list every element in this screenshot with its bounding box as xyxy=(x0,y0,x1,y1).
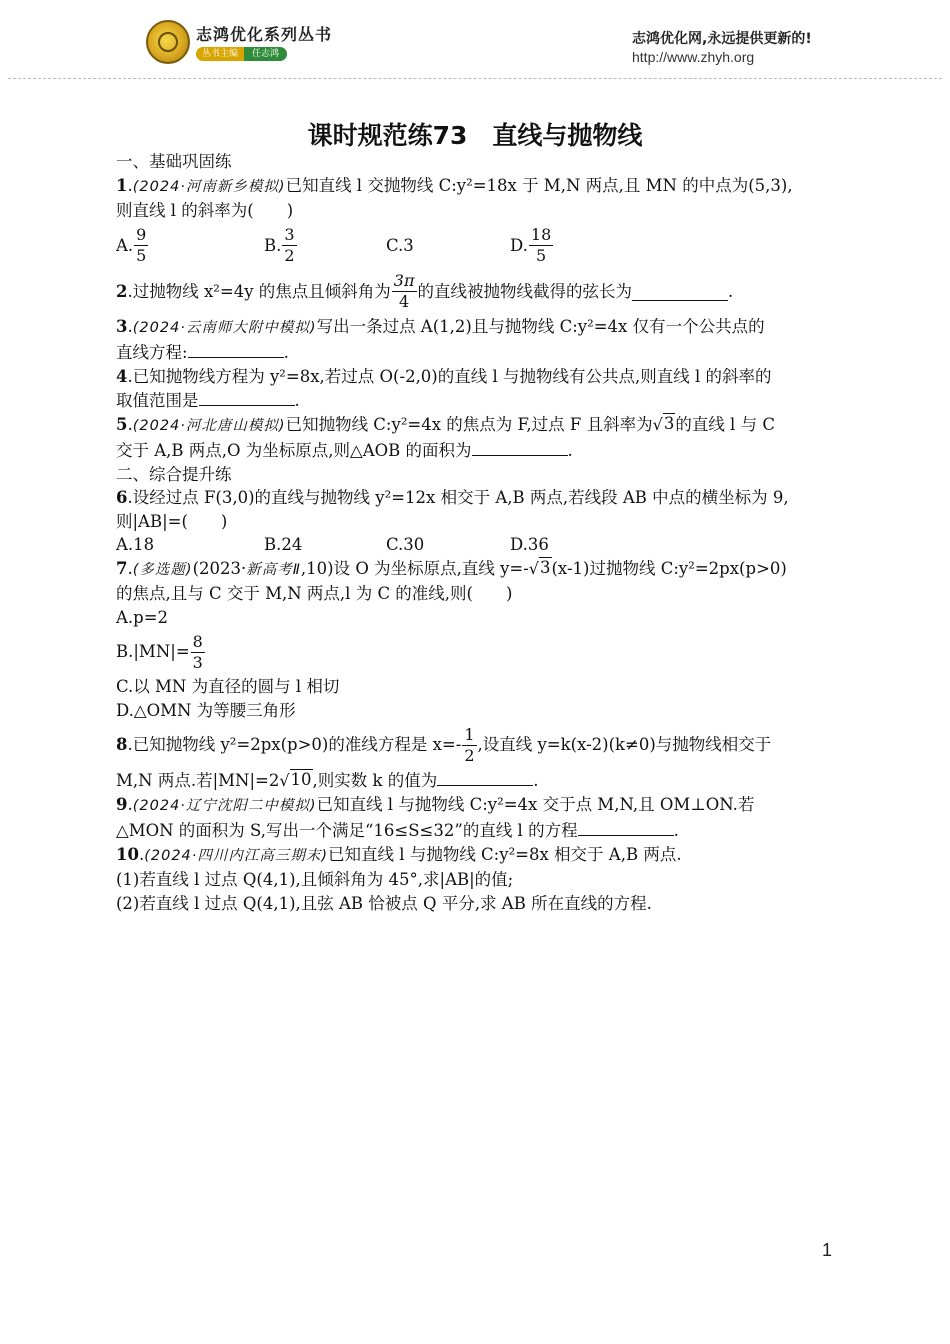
option-b[interactable] xyxy=(264,225,386,266)
option-text: B.|MN|= xyxy=(116,642,190,662)
question-text: 已知抛物线 C:y²=4x 的焦点为 F,过点 F 且斜率为 xyxy=(285,414,653,434)
question-6 xyxy=(116,486,832,510)
fraction-denominator: 2 xyxy=(464,745,475,765)
question-9: 9.(2024·辽宁沈阳二中模拟)已知直线 l 与抛物线 C:y²=4x 交于点 M,N,且 OM⊥ON.若 xyxy=(116,794,755,814)
option-d[interactable] xyxy=(510,225,554,266)
option-label: C. xyxy=(386,235,404,255)
answer-blank[interactable] xyxy=(472,438,568,456)
question-source: (2024·四川内江高三期末) xyxy=(144,847,329,864)
question-number: 4 xyxy=(116,366,128,386)
question-1-options xyxy=(116,223,832,269)
question-10: 10.(2024·四川内江高三期末)已知直线 l 与抛物线 C:y²=8x 相交于 A,B 两点. xyxy=(116,844,682,864)
question-3: 3.(2024·云南师大附中模拟)写出一条过点 A(1,2)且与抛物线 C:y²=4x 仅有一个公共点的 xyxy=(116,316,765,336)
question-text: 的直线 l 与 C xyxy=(675,414,775,434)
question-text: △MON 的面积为 S,写出一个满足“16≤S≤32”的直线 l 的方程 xyxy=(116,821,578,840)
series-title: 志鸿优化系列丛书 xyxy=(196,25,333,44)
fraction-denominator: 5 xyxy=(136,246,147,265)
question-text: .已知抛物线 y²=2px(p>0)的准线方程是 x=- xyxy=(127,735,462,755)
answer-blank[interactable] xyxy=(437,768,533,786)
question-4 xyxy=(116,365,832,389)
question-text: .设经过点 F(3,0)的直线与抛物线 y²=12x 相交于 A,B 两点,若线段 AB 中点的横坐标为 9, xyxy=(127,488,789,507)
question-3-line2: 直线方程: . xyxy=(116,340,832,365)
editor-name: 任志鸿 xyxy=(244,47,287,61)
question-2: 2 .过抛物线 x²=4y 的焦点且倾斜角为 $\frac{3\pi}{4}$ 的直线被抛物线截得的弦长为 . xyxy=(116,271,734,311)
question-7: 7.(多选题)(2023·新高考Ⅱ,10)设 O 为坐标原点,直线 y=- √ 3 (x-1)过抛物线 C:y²=2px(p>0) xyxy=(116,557,832,583)
fraction-numerator: 3 xyxy=(284,225,295,244)
header-divider xyxy=(8,78,942,79)
fraction-numerator: 1 xyxy=(464,724,475,744)
option-label: A. xyxy=(116,235,134,255)
page-header xyxy=(0,0,950,84)
fraction xyxy=(191,632,205,673)
question-number: 9 xyxy=(116,794,128,814)
question-8-line2: M,N 两点.若|MN|=2 √ 10 ,则实数 k 的值为 . xyxy=(116,768,832,793)
option-d[interactable]: D.36 xyxy=(510,535,549,554)
fraction-denominator: 3 xyxy=(192,652,203,672)
option-b[interactable]: B.24 xyxy=(264,535,303,554)
answer-blank[interactable] xyxy=(578,818,674,836)
question-text: .已知抛物线方程为 y²=8x,若过点 O(-2,0)的直线 l 与抛物线有公共点,则直线 l 的斜率的 xyxy=(127,366,772,386)
question-number: 8 xyxy=(116,735,128,755)
question-number: 6 xyxy=(116,488,128,507)
question-number: 2 xyxy=(116,281,128,301)
square-root: √ 3 xyxy=(529,557,552,581)
fraction-denominator: 4 xyxy=(399,292,410,311)
question-number: 1 xyxy=(116,175,128,195)
option-d[interactable]: D.△OMN 为等腰三角形 xyxy=(116,700,296,720)
option-c[interactable]: C.以 MN 为直径的圆与 l 相切 xyxy=(116,677,340,696)
publisher-logo-icon xyxy=(146,20,190,64)
question-5-line2: 交于 A,B 两点,O 为坐标原点,则△AOB 的面积为 . xyxy=(116,438,832,463)
option-c[interactable] xyxy=(386,234,510,258)
answer-blank[interactable] xyxy=(632,283,728,301)
question-text: 交于 A,B 两点,O 为坐标原点,则△AOB 的面积为 xyxy=(116,441,472,460)
question-6-line2: 则|AB|=( ) xyxy=(116,511,228,531)
question-8 xyxy=(116,722,832,768)
editor-badge xyxy=(196,47,287,61)
option-value: 3 xyxy=(403,235,414,255)
header-slogan: 志鸿优化网,永远提供更新的! xyxy=(632,31,812,47)
question-source: (2024·辽宁沈阳二中模拟) xyxy=(132,797,317,814)
question-text: 直线方程: xyxy=(116,343,188,362)
question-7-line2: 的焦点,且与 C 交于 M,N 两点,l 为 C 的准线,则( ) xyxy=(116,584,513,603)
question-text: 写出一条过点 A(1,2)且与抛物线 C:y²=4x 仅有一个公共点的 xyxy=(316,316,765,336)
question-number: 10 xyxy=(116,844,139,864)
question-number: 3 xyxy=(116,316,128,336)
section-advanced: 二、综合提升练 xyxy=(116,464,232,484)
header-url[interactable]: http://www.zhyh.org xyxy=(632,49,755,65)
fraction xyxy=(392,271,417,312)
question-6-options xyxy=(116,533,832,557)
question-9-line2: △MON 的面积为 S,写出一个满足“16≤S≤32”的直线 l 的方程 . xyxy=(116,818,832,843)
question-1-line2: 则直线 l 的斜率为( ) xyxy=(116,201,294,220)
question-source: 新高考Ⅱ xyxy=(246,561,301,578)
radicand: 3 xyxy=(539,557,552,581)
question-text: 的直线被抛物线截得的弦长为 xyxy=(417,281,632,301)
question-number: 5 xyxy=(116,414,128,434)
option-a[interactable]: A.18 xyxy=(116,535,155,554)
fraction xyxy=(529,225,553,266)
fraction xyxy=(134,225,148,266)
fraction xyxy=(282,225,296,266)
page-title: 课时规范练73 直线与抛物线 xyxy=(307,121,643,150)
question-text: 取值范围是 xyxy=(116,391,199,410)
question-text: ,则实数 k 的值为 xyxy=(312,771,438,790)
fraction-numerator: 8 xyxy=(192,631,203,651)
fraction-numerator: 3π xyxy=(393,271,415,290)
answer-blank[interactable] xyxy=(188,340,284,358)
question-1: 1.(2024·河南新乡模拟)已知直线 l 交抛物线 C:y²=18x 于 M,N 两点,且 MN 的中点为(5,3), xyxy=(116,175,793,195)
option-a[interactable]: A.p=2 xyxy=(116,607,169,627)
radicand: 10 xyxy=(290,769,313,793)
editor-label: 丛书主编 xyxy=(196,47,244,61)
question-type: (多选题) xyxy=(132,561,193,578)
question-text: (x-1)过抛物线 C:y²=2px(p>0) xyxy=(551,558,787,578)
question-text: 已知直线 l 交抛物线 C:y²=18x 于 M,N 两点,且 MN 的中点为(5,3), xyxy=(285,175,793,195)
square-root: √ 10 xyxy=(279,769,312,793)
question-source: (2024·河南新乡模拟) xyxy=(132,178,286,195)
question-text: 已知直线 l 与抛物线 C:y²=4x 交于点 M,N,且 OM⊥ON.若 xyxy=(316,794,755,814)
question-text: ,设直线 y=k(x-2)(k≠0)与抛物线相交于 xyxy=(477,735,772,755)
question-source: (2024·河北唐山模拟) xyxy=(132,417,286,434)
question-text: .过抛物线 x²=4y 的焦点且倾斜角为 xyxy=(127,281,391,301)
question-4-line2: 取值范围是 . xyxy=(116,388,832,413)
exercise-content xyxy=(116,150,832,915)
option-a[interactable] xyxy=(116,225,264,266)
question-text: (2023· xyxy=(192,558,247,578)
radicand: 3 xyxy=(663,413,676,437)
question-text: 已知直线 l 与抛物线 C:y²=8x 相交于 A,B 两点. xyxy=(328,844,682,864)
option-b[interactable] xyxy=(116,629,832,675)
option-label: D. xyxy=(510,235,528,255)
option-c[interactable]: C.30 xyxy=(386,535,425,554)
answer-blank[interactable] xyxy=(199,388,295,406)
question-5: 5.(2024·河北唐山模拟)已知抛物线 C:y²=4x 的焦点为 F,过点 F 且斜率为 √ 3 的直线 l 与 C xyxy=(116,413,832,439)
question-text: M,N 两点.若|MN|=2 xyxy=(116,771,280,790)
square-root: √ 3 xyxy=(653,413,676,437)
fraction-denominator: 5 xyxy=(535,246,547,265)
question-10-part1: (1)若直线 l 过点 Q(4,1),且倾斜角为 45°,求|AB|的值; xyxy=(116,870,514,889)
question-number: 7 xyxy=(116,558,128,578)
question-source: (2024·云南师大附中模拟) xyxy=(132,319,317,336)
question-text: ,10)设 O 为坐标原点,直线 y=- xyxy=(300,558,529,578)
fraction-numerator: 9 xyxy=(136,225,147,244)
section-basic: 一、基础巩固练 xyxy=(116,152,232,171)
question-10-part2: (2)若直线 l 过点 Q(4,1),且弦 AB 恰被点 Q 平分,求 AB 所在直线的方程. xyxy=(116,893,652,913)
option-label: B. xyxy=(264,235,282,255)
fraction-numerator: 18 xyxy=(530,225,552,244)
page-number: 1 xyxy=(822,1240,833,1260)
fraction-denominator: 2 xyxy=(284,246,295,265)
fraction xyxy=(462,725,476,766)
